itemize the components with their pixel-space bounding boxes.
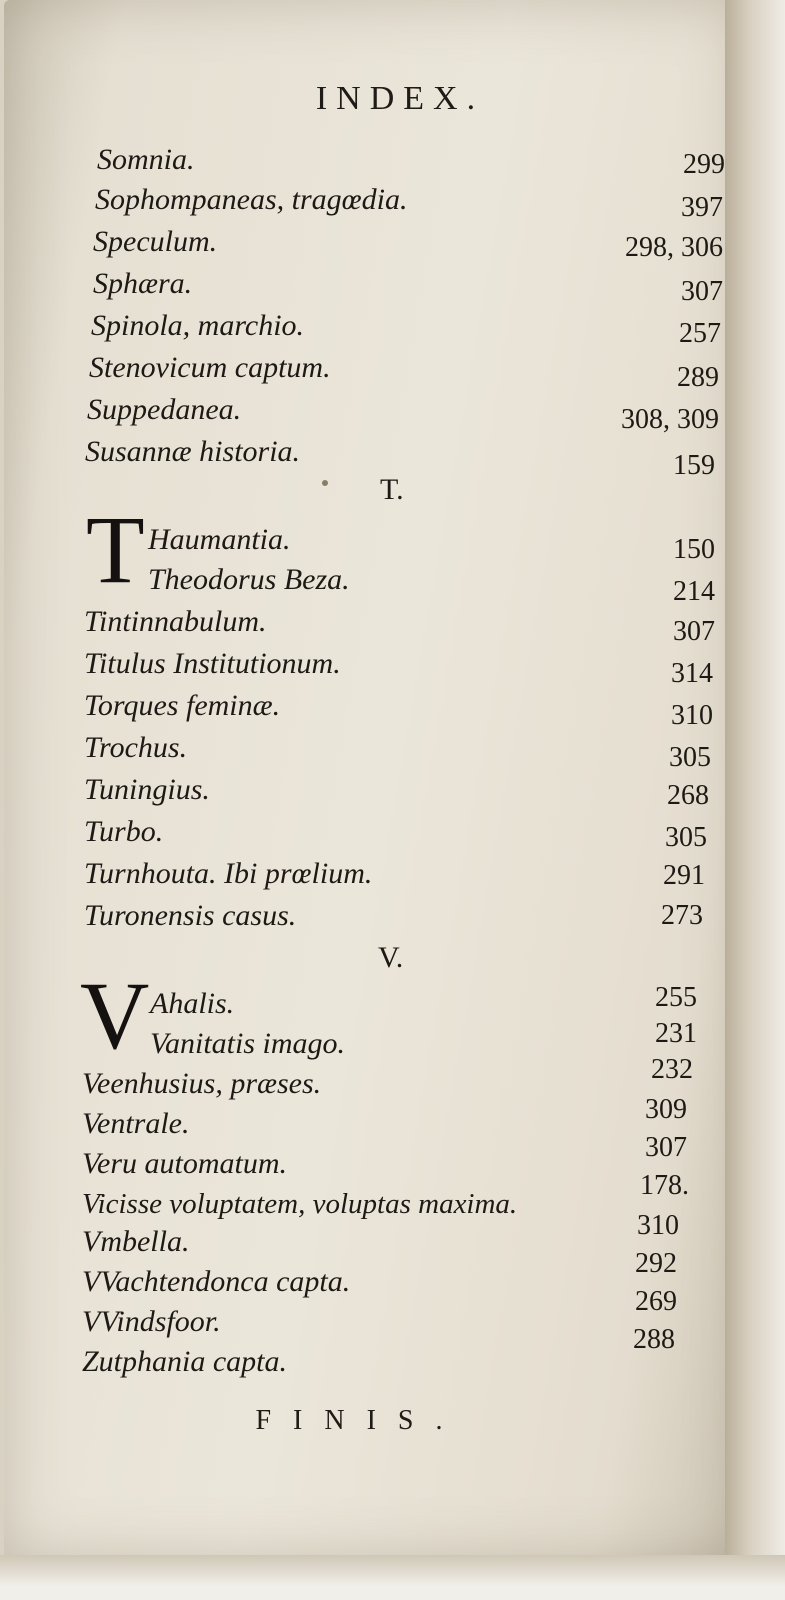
finis: FINIS. [255,1405,465,1436]
index-page-number: 288 [633,1324,675,1355]
index-entry: Tintinnabulum. [84,605,267,638]
index-entry: Speculum. [93,225,218,258]
drop-cap-v: V [80,962,150,1069]
index-entry: Somnia. [97,143,195,176]
index-entry: VVindsfoor. [82,1305,221,1338]
index-entry: Ventrale. [82,1107,190,1140]
index-entry: Theodorus Beza. [148,563,350,596]
index-entry: Sphæra. [93,267,193,300]
index-page-number: 305 [665,822,707,853]
index-page-number: 308, 309 [621,404,719,435]
index-page-number: 291 [663,860,705,891]
index-page-number: 289 [677,362,719,393]
index-page-number: 178. [640,1170,689,1201]
index-page-number: 273 [661,900,703,931]
index-page-number: 159 [673,450,715,481]
index-entry: Turonensis casus. [84,899,297,932]
index-page-number: 269 [635,1286,677,1317]
drop-cap-t: T [86,496,145,603]
index-entry: Vmbella. [82,1225,190,1258]
section-heading-v: V. [378,941,404,974]
index-page-number: 307 [681,276,723,307]
index-page-number: 257 [679,318,721,349]
index-page-number: 307 [673,616,715,647]
index-entry: Turbo. [84,815,164,848]
index-entry: Tuningius. [84,773,210,806]
index-entry: Suppedanea. [87,393,242,426]
index-page-number: 299 [683,149,725,180]
index-entry: Veenhusius, præses. [82,1067,322,1100]
index-page-number: 292 [635,1248,677,1279]
page-edge [725,0,785,1600]
index-page-number: 314 [671,658,713,689]
running-head: INDEX. [315,80,485,117]
index-page-number: 305 [669,742,711,773]
index-entry: Sophompaneas, tragœdia. [95,183,408,216]
index-page-number: 232 [651,1054,693,1085]
index-page-number: 307 [645,1132,687,1163]
index-entry: Spinola, marchio. [91,309,305,342]
index-entry: Zutphania capta. [82,1345,288,1378]
index-entry: VVachtendonca capta. [82,1265,351,1298]
index-entry: Titulus Institutionum. [84,647,341,680]
index-page-number: 255 [655,982,697,1013]
section-heading-t: T. [380,473,404,506]
index-entry: Ahalis. [150,987,235,1020]
index-page-number: 231 [655,1018,697,1049]
index-page-number: 397 [681,192,723,223]
index-page-number: 214 [673,576,715,607]
index-entry: Susannæ historia. [85,435,301,468]
index-page-number: 310 [637,1210,679,1241]
index-entry: Torques feminæ. [84,689,281,722]
index-page-number: 150 [673,534,715,565]
index-page-number: 310 [671,700,713,731]
index-entry: Vanitatis imago. [150,1027,346,1060]
index-page-number: 298, 306 [625,232,723,263]
paper-speck [322,480,328,486]
page-bottom-edge [0,1555,785,1600]
index-entry: Turnhouta. Ibi prœlium. [84,857,373,890]
index-entry: Veru automatum. [82,1147,287,1180]
index-entry: Trochus. [84,731,188,764]
index-page-number: 268 [667,780,709,811]
index-entry: Haumantia. [148,523,291,556]
index-entry: Stenovicum captum. [89,351,331,384]
index-page-number: 309 [645,1094,687,1125]
index-entry: Vicisse voluptatem, voluptas maxima. [82,1188,518,1220]
